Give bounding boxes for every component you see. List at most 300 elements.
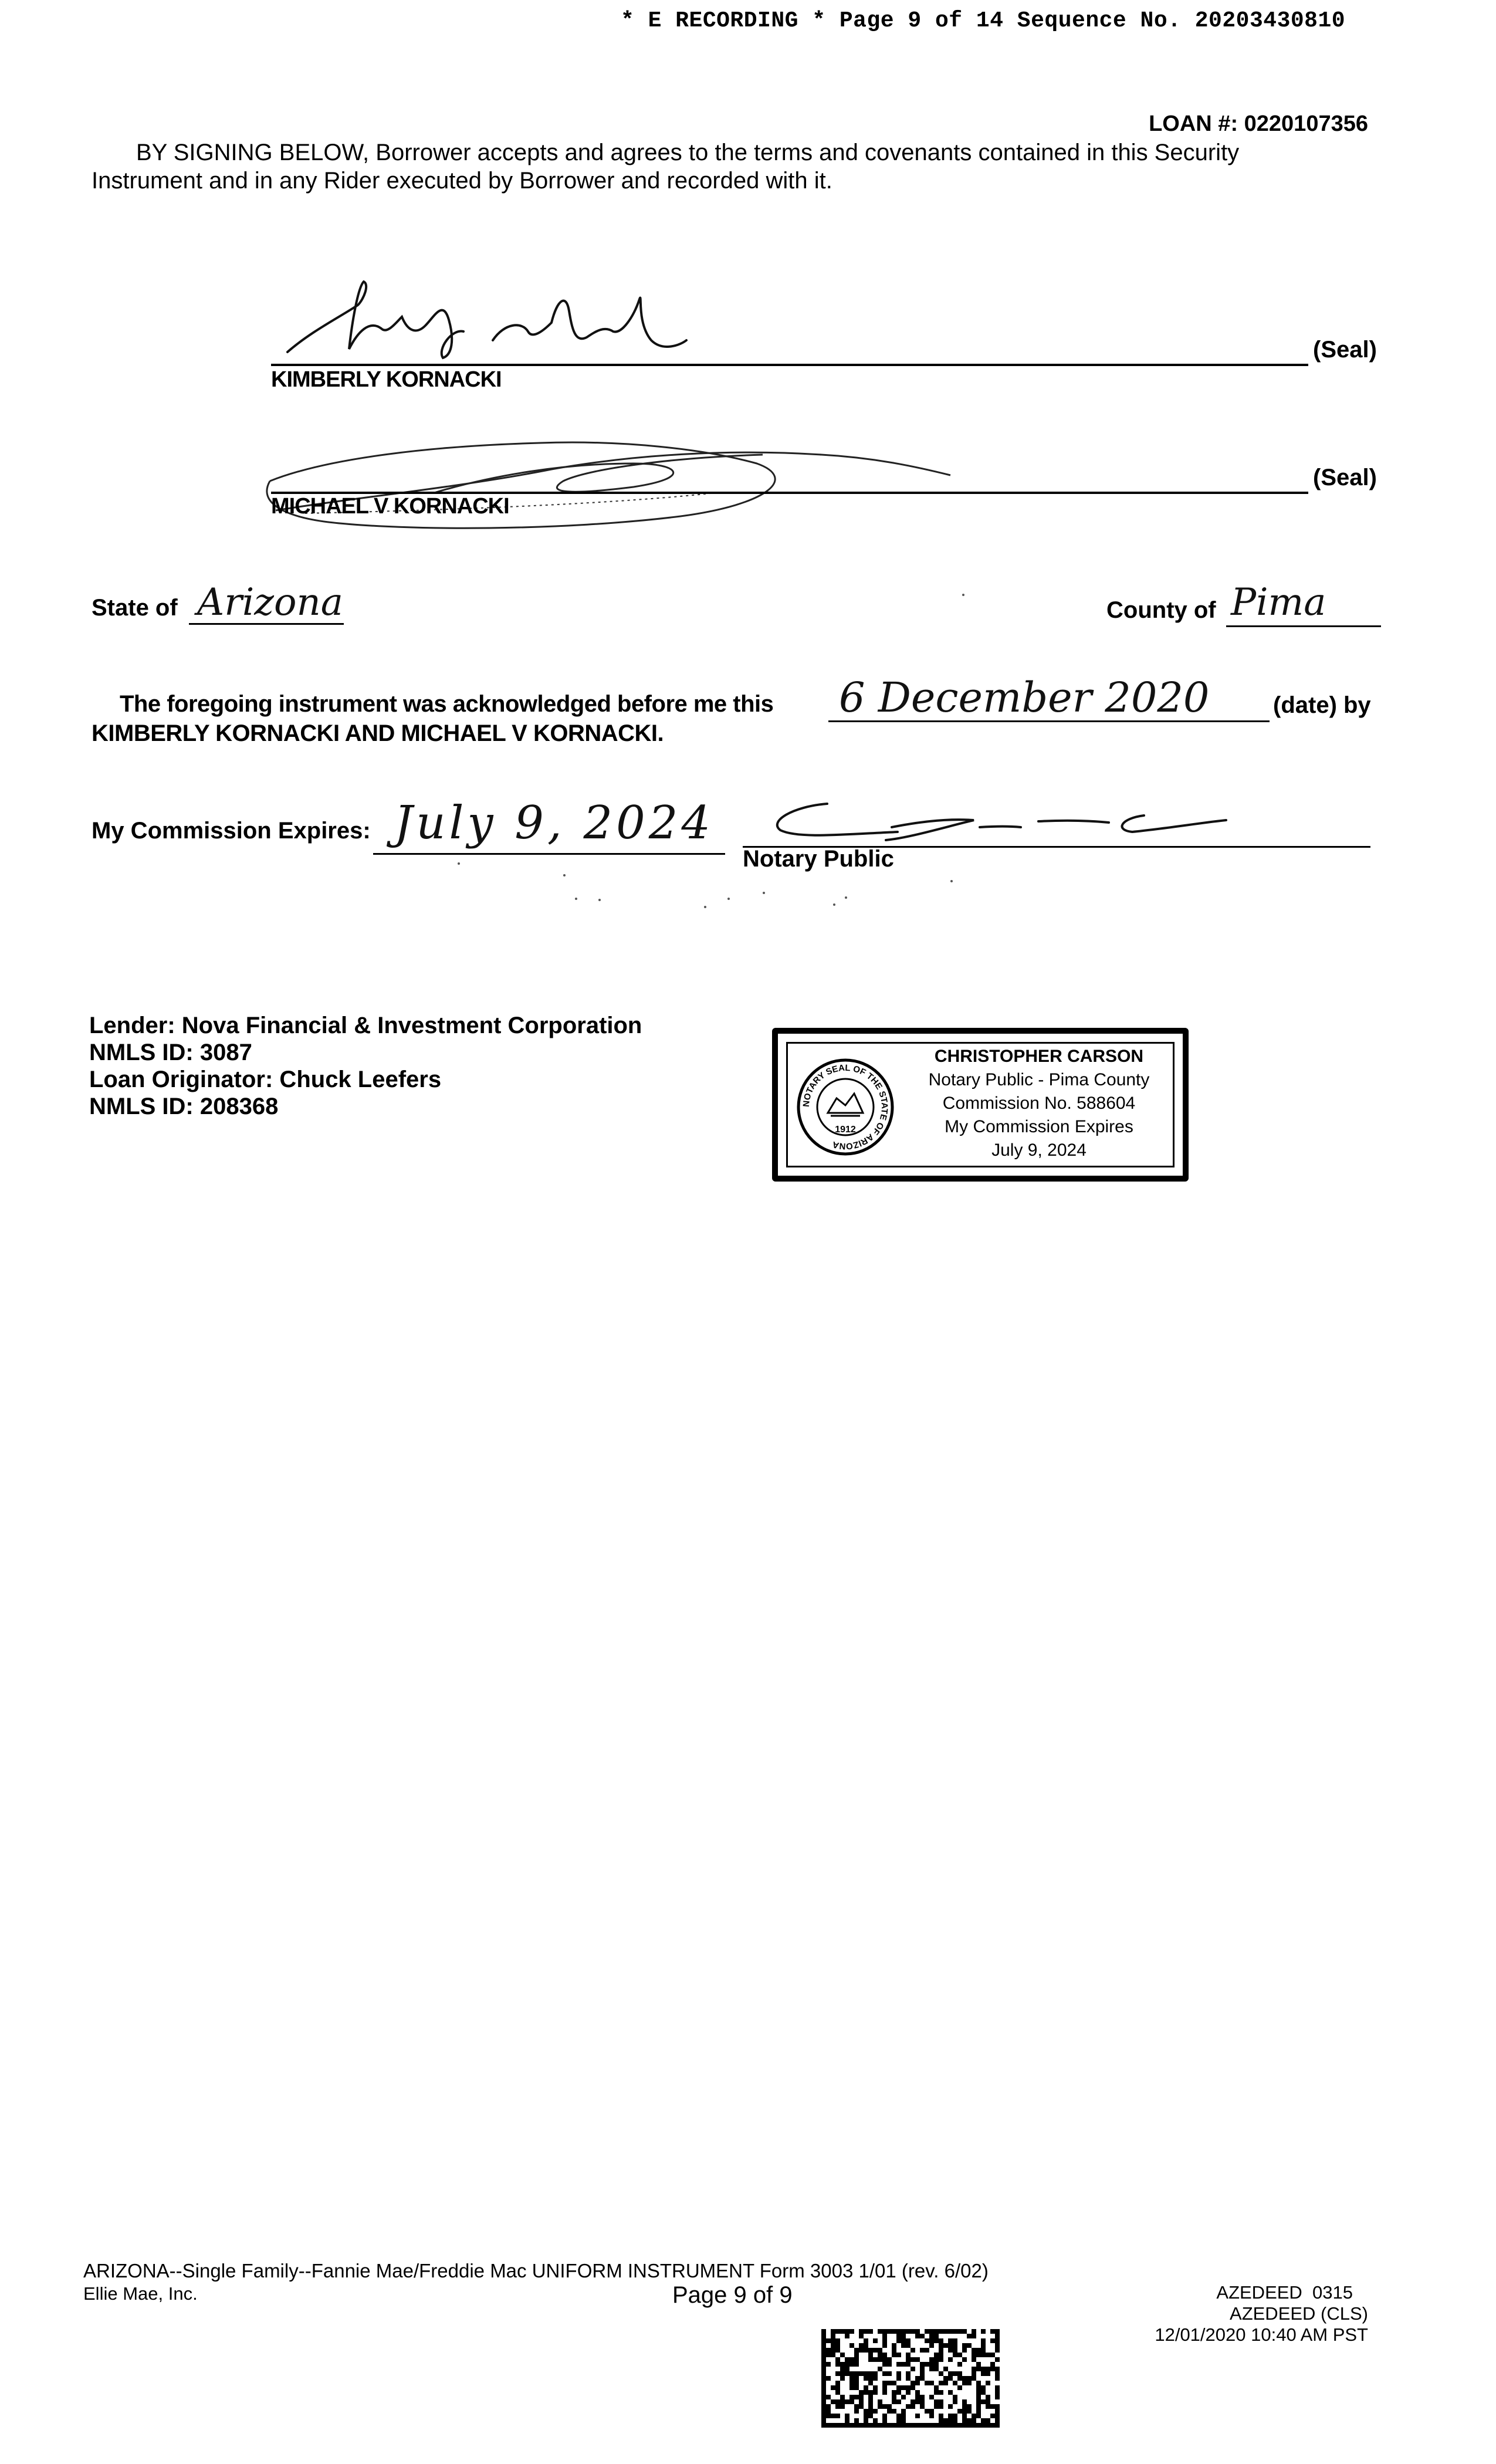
barcode-module bbox=[953, 2395, 957, 2399]
ack-parties: KIMBERLY KORNACKI AND MICHAEL V KORNACKI. bbox=[92, 720, 664, 746]
barcode-module bbox=[854, 2371, 859, 2376]
stamp-line-2: Notary Public - Pima County bbox=[928, 1070, 1150, 1089]
barcode-module bbox=[981, 2367, 986, 2371]
barcode-module bbox=[901, 2395, 906, 2399]
barcode-module bbox=[878, 2329, 882, 2334]
barcode-module bbox=[953, 2371, 957, 2376]
barcode-module bbox=[859, 2395, 864, 2399]
barcode-module bbox=[915, 2381, 920, 2385]
barcode-module bbox=[840, 2395, 845, 2399]
barcode-module bbox=[896, 2390, 901, 2395]
barcode-module bbox=[845, 2399, 849, 2404]
barcode-module bbox=[821, 2376, 826, 2381]
barcode-module bbox=[920, 2334, 925, 2338]
barcode-module bbox=[831, 2334, 835, 2338]
barcode-module bbox=[953, 2381, 957, 2385]
barcode-module bbox=[906, 2385, 911, 2390]
barcode-module bbox=[911, 2381, 915, 2385]
barcode-module bbox=[948, 2423, 953, 2428]
signature-line-1 bbox=[271, 364, 1308, 366]
barcode-module bbox=[892, 2348, 896, 2353]
barcode-module bbox=[849, 2343, 854, 2348]
barcode-module bbox=[859, 2334, 864, 2338]
barcode-module bbox=[840, 2367, 845, 2371]
barcode-module bbox=[835, 2414, 840, 2418]
barcode-module bbox=[939, 2399, 943, 2404]
ack-date: 6 December 2020 bbox=[839, 673, 1210, 722]
barcode-module bbox=[901, 2338, 906, 2343]
barcode-module bbox=[929, 2334, 934, 2338]
barcode-module bbox=[929, 2367, 934, 2371]
barcode-module bbox=[864, 2376, 868, 2381]
barcode-module bbox=[845, 2423, 849, 2428]
barcode-module bbox=[962, 2423, 967, 2428]
barcode-module bbox=[845, 2371, 849, 2376]
barcode-module bbox=[821, 2399, 826, 2404]
barcode-module bbox=[962, 2376, 967, 2381]
barcode-module bbox=[854, 2385, 859, 2390]
barcode-module bbox=[901, 2414, 906, 2418]
barcode-module bbox=[967, 2381, 972, 2385]
barcode-module bbox=[972, 2376, 976, 2381]
footer-timestamp: 12/01/2020 10:40 AM PST bbox=[1155, 2324, 1368, 2345]
barcode-module bbox=[981, 2353, 986, 2357]
barcode-module bbox=[995, 2404, 1000, 2409]
barcode-module bbox=[878, 2367, 882, 2371]
barcode-module bbox=[892, 2399, 896, 2404]
barcode-module bbox=[901, 2423, 906, 2428]
barcode-module bbox=[986, 2399, 990, 2404]
barcode-module bbox=[892, 2343, 896, 2348]
barcode-module bbox=[915, 2423, 920, 2428]
barcode-module bbox=[929, 2338, 934, 2343]
barcode-module bbox=[892, 2423, 896, 2428]
footer-page: Page 9 of 9 bbox=[672, 2282, 793, 2308]
scan-speck bbox=[704, 906, 706, 908]
barcode-module bbox=[976, 2414, 981, 2418]
barcode-module bbox=[868, 2376, 873, 2381]
barcode-module bbox=[859, 2329, 864, 2334]
barcode-module bbox=[948, 2348, 953, 2353]
barcode-module bbox=[972, 2371, 976, 2376]
barcode-module bbox=[939, 2353, 943, 2357]
barcode-module bbox=[896, 2414, 901, 2418]
barcode-module bbox=[854, 2423, 859, 2428]
barcode-module bbox=[925, 2329, 929, 2334]
county-line bbox=[1226, 625, 1381, 627]
barcode-module bbox=[821, 2423, 826, 2428]
barcode-module bbox=[873, 2385, 878, 2390]
lender-nmls: NMLS ID: 3087 bbox=[89, 1040, 252, 1065]
barcode-module bbox=[835, 2404, 840, 2409]
barcode-module bbox=[892, 2353, 896, 2357]
barcode-module bbox=[911, 2404, 915, 2409]
barcode-module bbox=[962, 2418, 967, 2423]
barcode-module bbox=[920, 2371, 925, 2376]
barcode-module bbox=[835, 2423, 840, 2428]
barcode-module bbox=[995, 2343, 1000, 2348]
barcode-module bbox=[995, 2390, 1000, 2395]
scan-speck bbox=[845, 896, 847, 899]
barcode-module bbox=[873, 2371, 878, 2376]
barcode-module bbox=[901, 2409, 906, 2414]
barcode-module bbox=[892, 2395, 896, 2399]
barcode-module bbox=[864, 2338, 868, 2343]
barcode-module bbox=[849, 2385, 854, 2390]
seal-label-2: (Seal) bbox=[1313, 465, 1377, 490]
barcode-module bbox=[896, 2334, 901, 2338]
barcode-module bbox=[835, 2390, 840, 2395]
barcode-module bbox=[864, 2390, 868, 2395]
barcode-module bbox=[976, 2367, 981, 2371]
barcode-module bbox=[854, 2376, 859, 2381]
barcode-module bbox=[882, 2329, 887, 2334]
notary-public-label: Notary Public bbox=[743, 846, 894, 872]
barcode-module bbox=[925, 2381, 929, 2385]
barcode-module bbox=[976, 2423, 981, 2428]
barcode-module bbox=[835, 2385, 840, 2390]
barcode-module bbox=[957, 2376, 962, 2381]
barcode-module bbox=[981, 2399, 986, 2404]
barcode-module bbox=[882, 2385, 887, 2390]
barcode-module bbox=[915, 2329, 920, 2334]
barcode-module bbox=[995, 2423, 1000, 2428]
barcode-module bbox=[849, 2362, 854, 2367]
barcode-module bbox=[911, 2367, 915, 2371]
barcode-module bbox=[878, 2423, 882, 2428]
barcode-module bbox=[906, 2362, 911, 2367]
barcode-module bbox=[995, 2414, 1000, 2418]
barcode-module bbox=[854, 2357, 859, 2362]
barcode-module bbox=[972, 2418, 976, 2423]
barcode-module bbox=[990, 2362, 995, 2367]
barcode-module bbox=[981, 2329, 986, 2334]
scan-speck bbox=[727, 898, 730, 900]
barcode-module bbox=[906, 2371, 911, 2376]
barcode-module bbox=[957, 2353, 962, 2357]
barcode-module bbox=[864, 2385, 868, 2390]
barcode-module bbox=[840, 2329, 845, 2334]
barcode-module bbox=[845, 2334, 849, 2338]
barcode-module bbox=[920, 2376, 925, 2381]
barcode-module bbox=[906, 2329, 911, 2334]
barcode-module bbox=[995, 2338, 1000, 2343]
barcode-module bbox=[981, 2343, 986, 2348]
barcode-module bbox=[896, 2385, 901, 2390]
state-label: State of bbox=[92, 595, 178, 621]
barcode-module bbox=[948, 2343, 953, 2348]
barcode-module bbox=[835, 2348, 840, 2353]
barcode-module bbox=[835, 2371, 840, 2376]
barcode-module bbox=[948, 2376, 953, 2381]
barcode-module bbox=[967, 2409, 972, 2414]
barcode-module bbox=[864, 2418, 868, 2423]
barcode-module bbox=[948, 2414, 953, 2418]
barcode-module bbox=[859, 2399, 864, 2404]
barcode-module bbox=[976, 2404, 981, 2409]
barcode-module bbox=[962, 2414, 967, 2418]
barcode-module bbox=[896, 2418, 901, 2423]
barcode-module bbox=[821, 2395, 826, 2399]
svg-text:NOTARY SEAL OF THE STATE OF AR bbox=[801, 1063, 889, 1151]
barcode-module bbox=[892, 2409, 896, 2414]
barcode-module bbox=[878, 2357, 882, 2362]
seal-label-1: (Seal) bbox=[1313, 337, 1377, 363]
barcode-module bbox=[882, 2338, 887, 2343]
barcode-module bbox=[887, 2423, 892, 2428]
barcode-module bbox=[920, 2367, 925, 2371]
barcode-module bbox=[821, 2348, 826, 2353]
barcode-module bbox=[906, 2338, 911, 2343]
barcode-module bbox=[896, 2423, 901, 2428]
barcode-module bbox=[831, 2423, 835, 2428]
barcode-module bbox=[845, 2414, 849, 2418]
county-value: Pima bbox=[1231, 581, 1326, 624]
scan-speck bbox=[763, 892, 765, 894]
barcode-module bbox=[962, 2348, 967, 2353]
barcode-module bbox=[887, 2404, 892, 2409]
barcode-module bbox=[972, 2353, 976, 2357]
barcode-module bbox=[873, 2390, 878, 2395]
barcode-module bbox=[995, 2395, 1000, 2399]
datamatrix-barcode bbox=[821, 2328, 1000, 2429]
barcode-module bbox=[882, 2362, 887, 2367]
barcode-module bbox=[976, 2381, 981, 2385]
barcode-module bbox=[854, 2404, 859, 2409]
barcode-module bbox=[826, 2404, 831, 2409]
barcode-module bbox=[868, 2414, 873, 2418]
state-seal-icon bbox=[796, 1057, 895, 1157]
barcode-module bbox=[986, 2381, 990, 2385]
barcode-module bbox=[915, 2390, 920, 2395]
barcode-module bbox=[821, 2414, 826, 2418]
barcode-module bbox=[868, 2371, 873, 2376]
barcode-module bbox=[864, 2329, 868, 2334]
barcode-module bbox=[911, 2385, 915, 2390]
barcode-module bbox=[821, 2409, 826, 2414]
barcode-module bbox=[849, 2357, 854, 2362]
barcode-module bbox=[868, 2395, 873, 2399]
barcode-module bbox=[854, 2362, 859, 2367]
barcode-module bbox=[986, 2353, 990, 2357]
barcode-module bbox=[868, 2353, 873, 2357]
barcode-module bbox=[911, 2399, 915, 2404]
barcode-module bbox=[939, 2343, 943, 2348]
barcode-module bbox=[990, 2404, 995, 2409]
barcode-module bbox=[840, 2362, 845, 2367]
barcode-module bbox=[943, 2381, 948, 2385]
barcode-module bbox=[957, 2409, 962, 2414]
barcode-module bbox=[835, 2399, 840, 2404]
barcode-module bbox=[981, 2348, 986, 2353]
barcode-module bbox=[976, 2399, 981, 2404]
barcode-module bbox=[831, 2399, 835, 2404]
barcode-module bbox=[934, 2338, 939, 2343]
barcode-module bbox=[939, 2414, 943, 2418]
barcode-module bbox=[939, 2418, 943, 2423]
barcode-module bbox=[854, 2395, 859, 2399]
barcode-module bbox=[995, 2357, 1000, 2362]
barcode-module bbox=[840, 2371, 845, 2376]
barcode-module bbox=[873, 2423, 878, 2428]
barcode-module bbox=[953, 2329, 957, 2334]
barcode-module bbox=[953, 2348, 957, 2353]
barcode-module bbox=[920, 2395, 925, 2399]
barcode-module bbox=[981, 2385, 986, 2390]
stamp-name: CHRISTOPHER CARSON bbox=[934, 1047, 1144, 1066]
barcode-module bbox=[840, 2404, 845, 2409]
barcode-module bbox=[967, 2376, 972, 2381]
barcode-module bbox=[849, 2376, 854, 2381]
barcode-module bbox=[821, 2367, 826, 2371]
barcode-module bbox=[840, 2376, 845, 2381]
barcode-module bbox=[948, 2418, 953, 2423]
barcode-module bbox=[972, 2414, 976, 2418]
barcode-module bbox=[986, 2418, 990, 2423]
barcode-module bbox=[859, 2423, 864, 2428]
barcode-module bbox=[915, 2414, 920, 2418]
barcode-module bbox=[826, 2376, 831, 2381]
barcode-module bbox=[878, 2348, 882, 2353]
barcode-module bbox=[915, 2395, 920, 2399]
ack-date-line bbox=[828, 720, 1270, 722]
barcode-module bbox=[878, 2399, 882, 2404]
barcode-module bbox=[878, 2353, 882, 2357]
barcode-module bbox=[906, 2376, 911, 2381]
barcode-module bbox=[995, 2418, 1000, 2423]
barcode-module bbox=[976, 2353, 981, 2357]
notary-stamp bbox=[772, 1028, 1189, 1182]
barcode-module bbox=[962, 2409, 967, 2414]
barcode-module bbox=[939, 2329, 943, 2334]
barcode-module bbox=[882, 2343, 887, 2348]
barcode-module bbox=[831, 2338, 835, 2343]
barcode-module bbox=[920, 2423, 925, 2428]
barcode-module bbox=[990, 2329, 995, 2334]
originator-line: Loan Originator: Chuck Leefers bbox=[89, 1067, 442, 1092]
barcode-module bbox=[878, 2404, 882, 2409]
loan-number: LOAN #: 0220107356 bbox=[1149, 111, 1368, 136]
barcode-module bbox=[929, 2329, 934, 2334]
barcode-module bbox=[887, 2329, 892, 2334]
barcode-module bbox=[986, 2367, 990, 2371]
barcode-module bbox=[887, 2409, 892, 2414]
barcode-module bbox=[957, 2385, 962, 2390]
barcode-module bbox=[986, 2395, 990, 2399]
barcode-module bbox=[915, 2334, 920, 2338]
barcode-module bbox=[835, 2362, 840, 2367]
barcode-module bbox=[934, 2367, 939, 2371]
barcode-module bbox=[845, 2418, 849, 2423]
scan-speck bbox=[950, 880, 953, 882]
barcode-module bbox=[962, 2343, 967, 2348]
barcode-module bbox=[859, 2390, 864, 2395]
barcode-module bbox=[821, 2362, 826, 2367]
barcode-module bbox=[821, 2357, 826, 2362]
barcode-module bbox=[953, 2353, 957, 2357]
barcode-module bbox=[972, 2357, 976, 2362]
barcode-module bbox=[859, 2343, 864, 2348]
barcode-module bbox=[864, 2409, 868, 2414]
barcode-module bbox=[920, 2404, 925, 2409]
barcode-module bbox=[845, 2367, 849, 2371]
scan-speck bbox=[575, 898, 577, 900]
barcode-module bbox=[821, 2404, 826, 2409]
barcode-module bbox=[868, 2404, 873, 2409]
commission-label: My Commission Expires: bbox=[92, 818, 371, 844]
commission-line bbox=[373, 853, 725, 855]
barcode-module bbox=[882, 2423, 887, 2428]
barcode-module bbox=[986, 2371, 990, 2376]
barcode-module bbox=[882, 2390, 887, 2395]
stamp-line-3: Commission No. 588604 bbox=[942, 1094, 1136, 1113]
state-line bbox=[189, 623, 344, 625]
barcode-module bbox=[957, 2329, 962, 2334]
barcode-module bbox=[990, 2338, 995, 2343]
barcode-module bbox=[896, 2329, 901, 2334]
barcode-module bbox=[864, 2348, 868, 2353]
barcode-module bbox=[976, 2390, 981, 2395]
barcode-module bbox=[934, 2390, 939, 2395]
barcode-module bbox=[967, 2343, 972, 2348]
barcode-module bbox=[911, 2348, 915, 2353]
barcode-module bbox=[986, 2404, 990, 2409]
barcode-module bbox=[831, 2343, 835, 2348]
barcode-module bbox=[845, 2357, 849, 2362]
barcode-module bbox=[892, 2390, 896, 2395]
barcode-module bbox=[967, 2423, 972, 2428]
barcode-module bbox=[934, 2404, 939, 2409]
barcode-module bbox=[854, 2418, 859, 2423]
barcode-module bbox=[995, 2367, 1000, 2371]
barcode-module bbox=[868, 2399, 873, 2404]
barcode-module bbox=[953, 2338, 957, 2343]
barcode-module bbox=[939, 2357, 943, 2362]
barcode-module bbox=[882, 2418, 887, 2423]
originator-nmls: NMLS ID: 208368 bbox=[89, 1094, 279, 1119]
barcode-module bbox=[981, 2338, 986, 2343]
barcode-module bbox=[887, 2381, 892, 2385]
footer-vendor: Ellie Mae, Inc. bbox=[83, 2283, 198, 2304]
barcode-module bbox=[934, 2399, 939, 2404]
barcode-module bbox=[849, 2395, 854, 2399]
barcode-module bbox=[901, 2329, 906, 2334]
barcode-module bbox=[981, 2423, 986, 2428]
barcode-module bbox=[990, 2353, 995, 2357]
barcode-module bbox=[821, 2418, 826, 2423]
barcode-module bbox=[873, 2348, 878, 2353]
barcode-module bbox=[911, 2423, 915, 2428]
barcode-module bbox=[911, 2329, 915, 2334]
barcode-module bbox=[859, 2404, 864, 2409]
barcode-module bbox=[953, 2414, 957, 2418]
barcode-module bbox=[840, 2423, 845, 2428]
barcode-module bbox=[986, 2423, 990, 2428]
barcode-module bbox=[948, 2338, 953, 2343]
footer-form-line: ARIZONA--Single Family--Fannie Mae/Freddie Mac UNIFORM INSTRUMENT Form 3003 1/01 (rev. 6/02) bbox=[83, 2260, 989, 2282]
barcode-module bbox=[920, 2362, 925, 2367]
stamp-line-4: My Commission Expires bbox=[945, 1117, 1133, 1136]
barcode-module bbox=[882, 2404, 887, 2409]
barcode-module bbox=[943, 2376, 948, 2381]
barcode-module bbox=[821, 2343, 826, 2348]
barcode-module bbox=[873, 2409, 878, 2414]
barcode-module bbox=[821, 2385, 826, 2390]
barcode-module bbox=[976, 2385, 981, 2390]
barcode-module bbox=[957, 2362, 962, 2367]
barcode-module bbox=[901, 2343, 906, 2348]
seal-ring-text: NOTARY SEAL OF THE STATE OF ARIZONA bbox=[801, 1062, 890, 1152]
